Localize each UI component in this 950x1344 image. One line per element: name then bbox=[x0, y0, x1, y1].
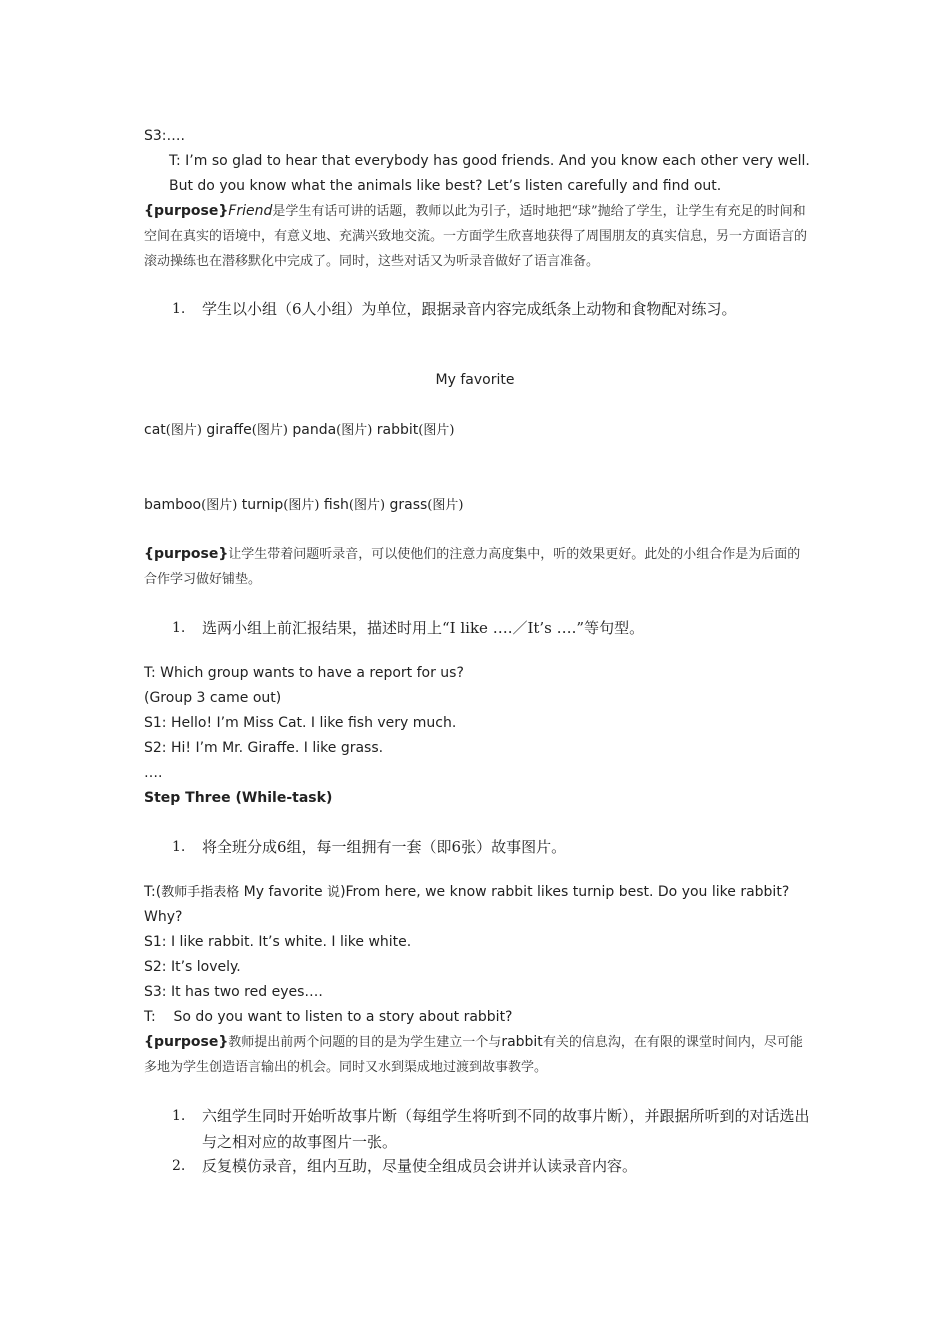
list-number: 1. bbox=[172, 1108, 186, 1124]
dialog-cn-note: 说 bbox=[327, 885, 341, 900]
animal-row bbox=[144, 418, 810, 443]
section-heading: Step Three (While-task) bbox=[144, 790, 333, 806]
dialog-line: S2: Hi! I’m Mr. Giraffe. I like grass. bbox=[144, 740, 384, 756]
dialog-line: S2: It’s lovely. bbox=[144, 959, 241, 975]
purpose-keyword: rabbit bbox=[501, 1034, 543, 1050]
purpose-note-2 bbox=[144, 542, 810, 592]
dialog-line: S1: Hello! I’m Miss Cat. I like fish very much. bbox=[144, 715, 457, 731]
dialog-line-teacher: T: I’m so glad to hear that everybody has good friends. And you know each other very well. But do you know what the animals like best? Let’s listen carefully and find out. bbox=[169, 153, 810, 194]
picture-placeholder: (图片) bbox=[165, 423, 202, 438]
dialog-prefix: T:( bbox=[144, 884, 162, 900]
purpose-note-1 bbox=[144, 199, 810, 274]
purpose-text: 让学生带着问题听录音，可以使他们的注意力高度集中，听的效果更好。此处的小组合作是为后面的合作学习做好铺垫。 bbox=[144, 547, 801, 587]
list-item: 反复模仿录音，组内互助，尽量使全组成员会讲并认读录音内容。 bbox=[202, 1157, 638, 1175]
purpose-note-3 bbox=[144, 1030, 810, 1080]
list-number: 1. bbox=[172, 301, 186, 317]
dialog-table-ref: My favorite bbox=[239, 884, 328, 900]
list-item: 将全班分成6组，每一组拥有一套（即6张）故事图片。 bbox=[202, 838, 567, 856]
food-row bbox=[144, 493, 810, 518]
purpose-keyword: Friend bbox=[228, 203, 273, 219]
purpose-text: 教师提出前两个问题的目的是为学生建立一个与 bbox=[228, 1035, 502, 1050]
picture-placeholder: (图片) bbox=[283, 498, 320, 513]
animal-cat: cat bbox=[144, 422, 166, 438]
list-item: 选两小组上前汇报结果，描述时用上“I like ….／It’s ….”等句型。 bbox=[202, 619, 645, 637]
dialog-line: …. bbox=[144, 765, 163, 781]
dialog-line-s3: S3:…. bbox=[144, 128, 185, 144]
picture-placeholder: (图片) bbox=[418, 423, 455, 438]
dialog-line-teacher bbox=[144, 880, 810, 930]
picture-placeholder: (图片) bbox=[251, 423, 288, 438]
animal-giraffe: giraffe bbox=[206, 422, 252, 438]
picture-placeholder: (图片) bbox=[348, 498, 386, 513]
food-bamboo: bamboo bbox=[144, 497, 202, 513]
food-fish: fish bbox=[323, 497, 349, 513]
dialog-line: (Group 3 came out) bbox=[144, 690, 282, 706]
purpose-tag: {purpose} bbox=[144, 546, 229, 562]
list-number: 1. bbox=[172, 839, 186, 855]
food-grass: grass bbox=[389, 497, 428, 513]
list-number: 2. bbox=[172, 1158, 186, 1174]
list-number: 1. bbox=[172, 620, 186, 636]
purpose-text: 是学生有话可讲的话题，教师以此为引子，适时地把“球”抛给了学生，让学生有充足的时间和空间在真实的语境中，有意义地、充满兴致地交流。一方面学生欣喜地获得了周围朋友的真实信息，另一方面语言的滚动操练也在潜移默化中完成了。同时，这些对话又为听录音做好了语言准备。 bbox=[144, 204, 808, 269]
dialog-text: )From here, we know rabbit likes turnip best. Do you like rabbit? Why? bbox=[144, 884, 790, 925]
dialog-cn-note: 教师手指表格 bbox=[161, 885, 240, 900]
picture-placeholder: (图片) bbox=[201, 498, 238, 513]
purpose-tag: {purpose} bbox=[144, 1034, 229, 1050]
purpose-text: 有关的信息沟，在有限的课堂时间内，尽可能多地为学生创造语言输出的机会。同时又水到渠成地过渡到故事教学。 bbox=[144, 1035, 803, 1075]
table-title: My favorite bbox=[435, 372, 515, 388]
dialog-line: T: So do you want to listen to a story about rabbit? bbox=[144, 1009, 513, 1025]
list-item: 学生以小组（6人小组）为单位，跟据录音内容完成纸条上动物和食物配对练习。 bbox=[202, 300, 737, 318]
picture-placeholder: (图片) bbox=[336, 423, 373, 438]
picture-placeholder: (图片) bbox=[427, 498, 464, 513]
food-turnip: turnip bbox=[241, 497, 284, 513]
dialog-line: S3: It has two red eyes…. bbox=[144, 984, 323, 1000]
animal-panda: panda bbox=[292, 422, 337, 438]
dialog-line: S1: I like rabbit. It’s white. I like white. bbox=[144, 934, 412, 950]
purpose-tag: {purpose} bbox=[144, 203, 229, 219]
animal-rabbit: rabbit bbox=[376, 422, 419, 438]
dialog-line: T: Which group wants to have a report for us? bbox=[144, 665, 464, 681]
list-item: 六组学生同时开始听故事片断（每组学生将听到不同的故事片断），并跟据所听到的对话选出与之相对应的故事图片一张。 bbox=[202, 1107, 810, 1151]
